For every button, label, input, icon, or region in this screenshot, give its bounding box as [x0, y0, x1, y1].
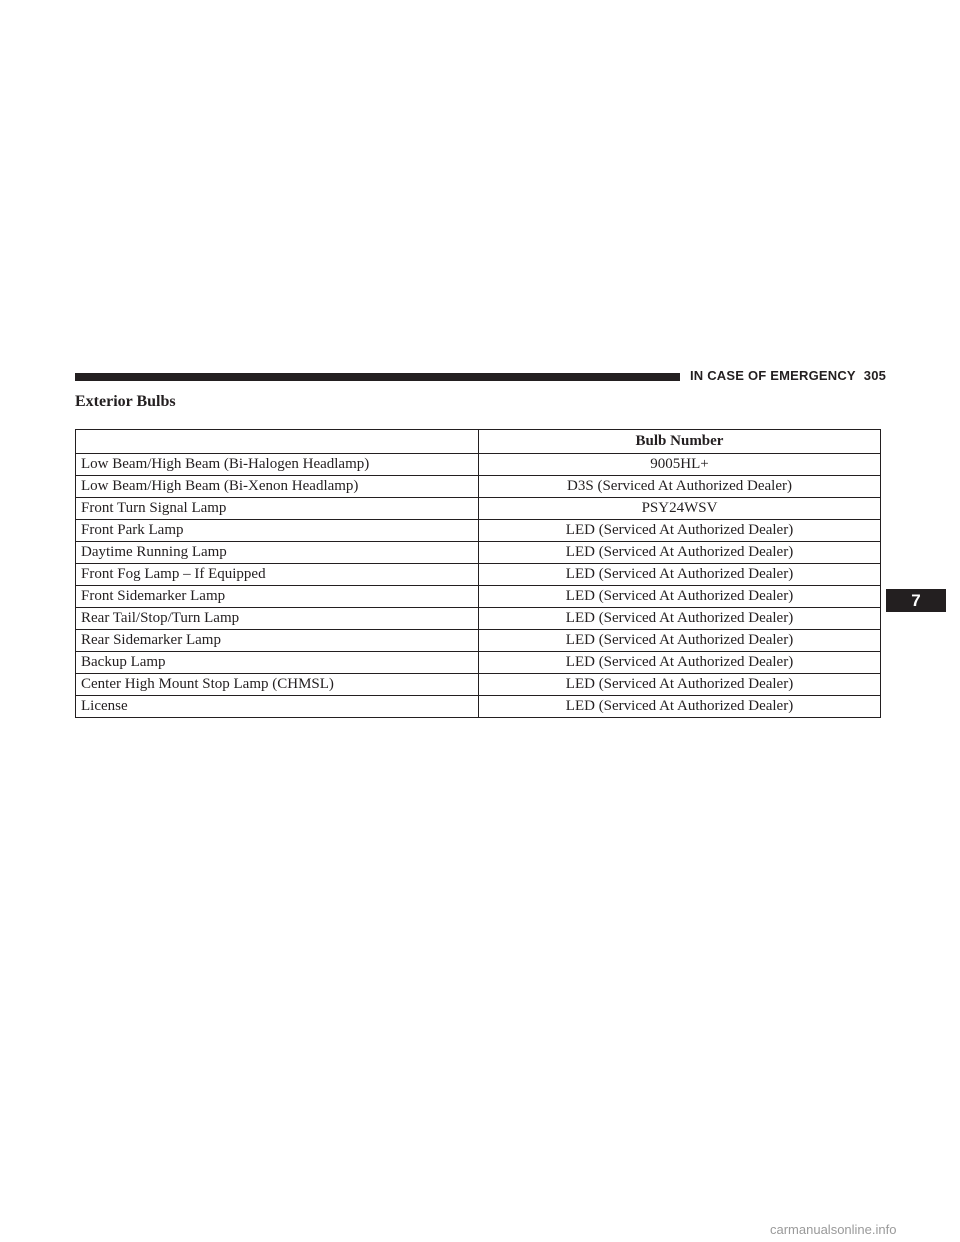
- bulb-type-cell: Backup Lamp: [76, 652, 479, 674]
- table-header-row: [76, 430, 881, 454]
- header-section-title: IN CASE OF EMERGENCY: [690, 368, 856, 383]
- bulb-type-cell: Front Park Lamp: [76, 520, 479, 542]
- bulb-type-cell: Front Fog Lamp – If Equipped: [76, 564, 479, 586]
- bulb-number-cell: PSY24WSV: [479, 498, 881, 520]
- bulb-number-cell: D3S (Serviced At Authorized Dealer): [479, 476, 881, 498]
- bulb-number-cell: LED (Serviced At Authorized Dealer): [479, 586, 881, 608]
- table-row: [76, 564, 881, 586]
- table-row: [76, 674, 881, 696]
- watermark: carmanualsonline.info: [770, 1222, 897, 1237]
- table-row: [76, 520, 881, 542]
- bulb-type-cell: Rear Sidemarker Lamp: [76, 630, 479, 652]
- bulb-number-cell: LED (Serviced At Authorized Dealer): [479, 696, 881, 718]
- bulb-type-cell: Rear Tail/Stop/Turn Lamp: [76, 608, 479, 630]
- bulb-type-cell: License: [76, 696, 479, 718]
- page-number: 305: [863, 368, 887, 383]
- table-row: [76, 586, 881, 608]
- header-cell-bulb-number: Bulb Number: [479, 430, 881, 454]
- header-rule: [75, 373, 680, 381]
- bulb-number-cell: LED (Serviced At Authorized Dealer): [479, 630, 881, 652]
- running-header: [690, 368, 886, 383]
- chapter-tab: 7: [886, 589, 946, 612]
- table-row: [76, 476, 881, 498]
- header-cell-bulb-type: [76, 430, 479, 454]
- table-row: [76, 542, 881, 564]
- exterior-bulbs-table: [75, 429, 881, 718]
- table-row: [76, 696, 881, 718]
- bulb-type-cell: Center High Mount Stop Lamp (CHMSL): [76, 674, 479, 696]
- bulb-number-cell: 9005HL+: [479, 454, 881, 476]
- bulb-type-cell: Low Beam/High Beam (Bi-Halogen Headlamp): [76, 454, 479, 476]
- bulb-number-cell: LED (Serviced At Authorized Dealer): [479, 608, 881, 630]
- table-row: [76, 652, 881, 674]
- bulb-number-cell: LED (Serviced At Authorized Dealer): [479, 564, 881, 586]
- section-title: Exterior Bulbs: [75, 393, 176, 410]
- table-row: [76, 630, 881, 652]
- bulb-type-cell: Low Beam/High Beam (Bi-Xenon Headlamp): [76, 476, 479, 498]
- table-row: [76, 498, 881, 520]
- table-row: [76, 608, 881, 630]
- bulb-type-cell: Daytime Running Lamp: [76, 542, 479, 564]
- bulb-number-cell: LED (Serviced At Authorized Dealer): [479, 674, 881, 696]
- table-row: [76, 454, 881, 476]
- bulb-type-cell: Front Sidemarker Lamp: [76, 586, 479, 608]
- bulb-number-cell: LED (Serviced At Authorized Dealer): [479, 542, 881, 564]
- bulb-number-cell: LED (Serviced At Authorized Dealer): [479, 520, 881, 542]
- bulb-type-cell: Front Turn Signal Lamp: [76, 498, 479, 520]
- bulb-number-cell: LED (Serviced At Authorized Dealer): [479, 652, 881, 674]
